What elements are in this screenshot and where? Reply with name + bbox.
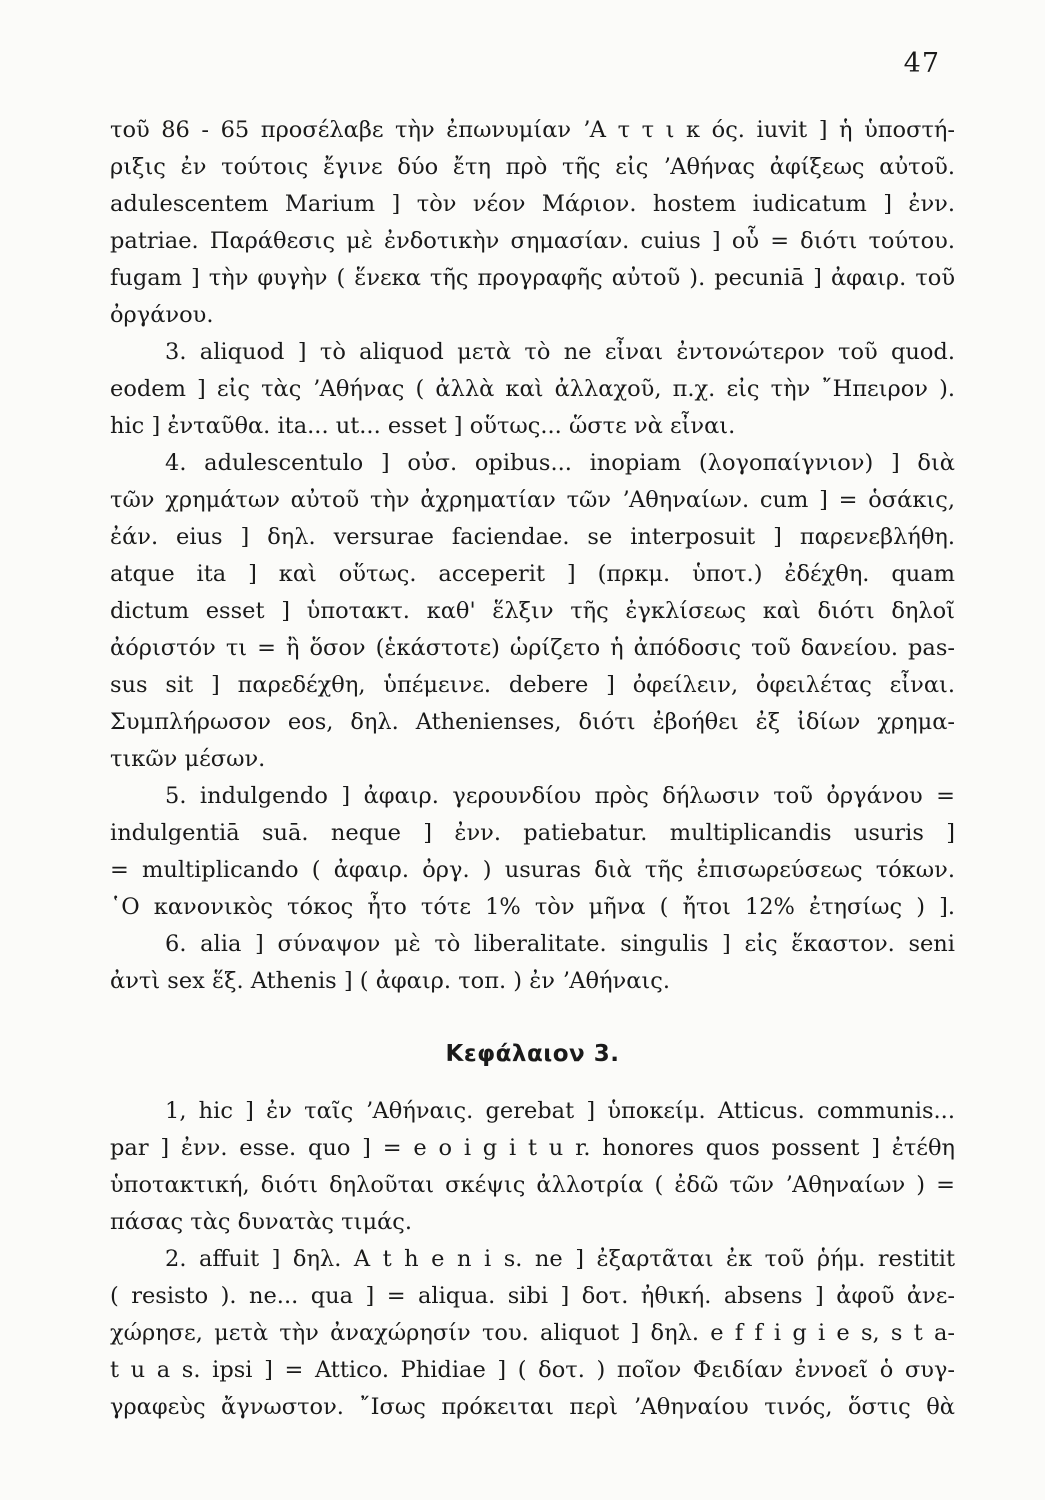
text-line: ἀόριστόν τι = ἢ ὅσον (ἑκάστοτε) ὡρίζετο ἡ ἀπόδοσις τοῦ δανείου. pas- [110,635,955,661]
text-line: 4. adulescentulo ] οὐσ. opibus... inopiam (λογοπαίγνιον) ] διὰ [165,450,955,476]
text-line: ὀργάνου. [110,302,214,328]
text-line: dictum esset ] ὑποτακτ. καθ' ἕλξιν τῆς ἐγκλίσεως καὶ διότι δηλοῖ [110,598,955,624]
text-line: hic ] ἐνταῦθα. ita... ut... esset ] οὕτως... ὥστε νὰ εἶναι. [110,413,736,439]
text-line: par ] ἐνν. esse. quo ] = e o i g i t u r. honores quos possent ] ἐτέθη [110,1135,955,1161]
text-line: χώρησε, μετὰ τὴν ἀναχώρησίν του. aliquot ] δηλ. e f f i g i e s, s t a- [110,1320,955,1346]
text-line: ἐάν. eius ] δηλ. versurae faciendae. se interposuit ] παρενεβλήθη. [110,524,955,550]
text-line: γραφεὺς ἄγνωστον. ῎Ισως πρόκειται περὶ ʼΑθηναίου τινός, ὅστις θὰ [110,1394,955,1420]
text-line: ῾Ο κανονικὸς τόκος ἦτο τότε 1% τὸν μῆνα ( ἤτοι 12% ἐτησίως ) ]. [110,894,955,920]
text-line: indulgentiā suā. neque ] ἐνν. patiebatur. multiplicandis usuris ] [110,820,955,846]
text-line: = multiplicando ( ἀφαιρ. ὀργ. ) usuras διὰ τῆς ἐπισωρεύσεως τόκων. [110,857,955,883]
text-line: Συμπλήρωσον eos, δηλ. Athenienses, διότι ἐβοήθει ἐξ ἰδίων χρημα- [110,709,955,735]
text-line: patriae. Παράθεσις μὲ ἐνδοτικὴν σημασίαν. cuius ] οὗ = διότι τούτου. [110,228,955,254]
text-line: ριξις ἐν τούτοις ἔγινε δύο ἔτη πρὸ τῆς εἰς ʼΑθήνας ἀφίξεως αὐτοῦ. [110,154,955,180]
text-line: atque ita ] καὶ οὕτως. acceperit ] (πρκμ. ὑποτ.) ἐδέχθη. quam [110,561,955,587]
text-line: 2. affuit ] δηλ. A t h e n i s. ne ] ἐξαρτᾶται ἐκ τοῦ ῥήμ. restitit [165,1246,955,1272]
text-line: ἀντὶ sex ἕξ. Athenis ] ( ἀφαιρ. τοπ. ) ἐν ʼΑθήναις. [110,968,671,994]
text-line: sus sit ] παρεδέχθη, ὑπέμεινε. debere ] ὀφείλειν, ὀφειλέτας εἶναι. [110,672,955,698]
text-line: fugam ] τὴν φυγὴν ( ἕνεκα τῆς προγραφῆς αὐτοῦ ). pecuniā ] ἀφαιρ. τοῦ [110,265,955,291]
commentary-text [110,112,955,1426]
text-line: t u a s. ipsi ] = Attico. Phidiae ] ( δοτ. ) ποῖον Φειδίαν ἐννοεῖ ὁ συγ- [110,1357,955,1383]
text-line: ( resisto ). ne... qua ] = aliqua. sibi ] δοτ. ἠθική. absens ] ἀφοῦ ἀνε- [110,1283,955,1309]
text-line: τοῦ 86 - 65 προσέλαβε τὴν ἐπωνυμίαν ʼΑ τ τ ι κ ός. iuvit ] ἡ ὑποστή- [110,117,955,143]
text-line: ὑποτακτική, διότι δηλοῦται σκέψις ἀλλοτρία ( ἐδῶ τῶν ʼΑθηναίων ) = [110,1172,955,1198]
page-number: 47 [903,48,940,79]
spacer [110,1073,955,1093]
text-line: τῶν χρημάτων αὐτοῦ τὴν ἀχρηματίαν τῶν ʼΑθηναίων. cum ] = ὁσάκις, [110,487,955,513]
text-line: 3. aliquod ] τὸ aliquod μετὰ τὸ ne εἶναι ἐντονώτερον τοῦ quod. [165,339,955,365]
chapter-heading: Κεφάλαιον 3. [445,1041,620,1067]
spacer [110,1000,955,1036]
text-line: πάσας τὰς δυνατὰς τιμάς. [110,1209,413,1235]
text-line: 5. indulgendo ] ἀφαιρ. γερουνδίου πρὸς δήλωσιν τοῦ ὀργάνου = [165,783,955,809]
text-line: 1, hic ] ἐν ταῖς ʼΑθήναις. gerebat ] ὑποκείμ. Atticus. communis... [165,1098,955,1124]
text-line: eodem ] εἰς τὰς ʼΑθήνας ( ἀλλὰ καὶ ἀλλαχοῦ, π.χ. εἰς τὴν ῎Ηπειρον ). [110,376,955,402]
text-line: 6. alia ] σύναψον μὲ τὸ liberalitate. singulis ] εἰς ἕκαστον. seni [165,931,955,957]
text-line: adulescentem Marium ] τὸν νέον Μάριον. hostem iudicatum ] ἐνν. [110,191,955,217]
text-line: τικῶν μέσων. [110,746,266,772]
